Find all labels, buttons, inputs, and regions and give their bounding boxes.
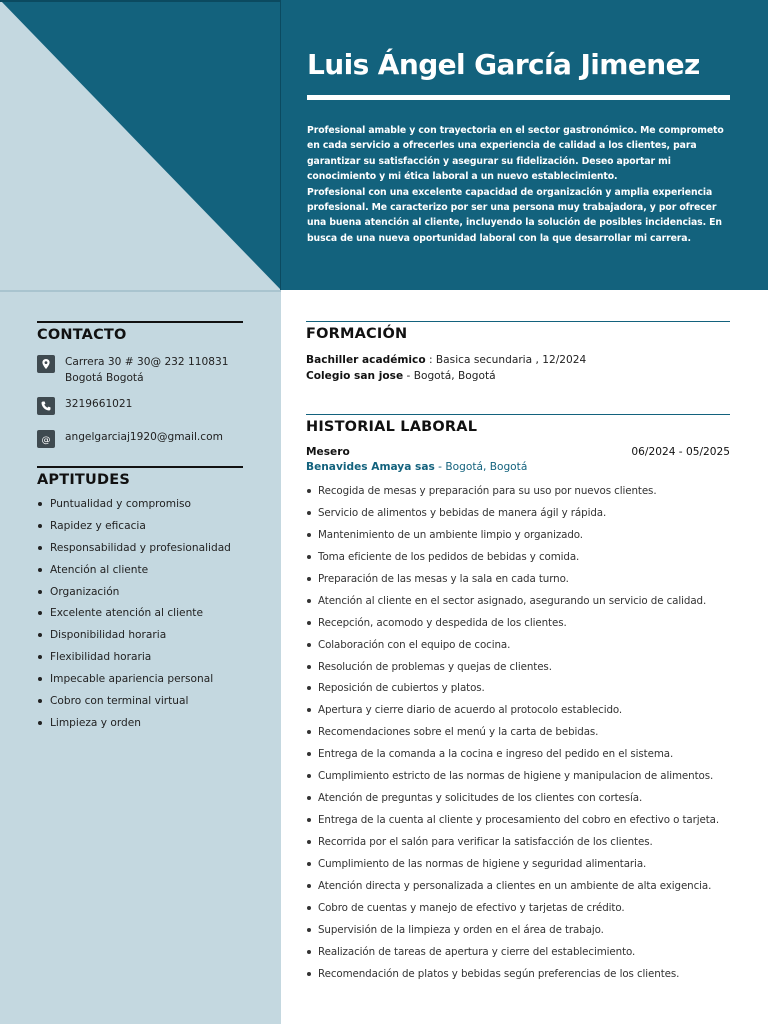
decorative-triangle bbox=[0, 0, 281, 290]
education-rule bbox=[306, 321, 730, 322]
sidebar-divider bbox=[0, 290, 281, 292]
duty-item: Entrega de la cuenta al cliente y procesamiento del cobro en efectivo o tarjeta. bbox=[306, 813, 736, 835]
contact-title: CONTACTO bbox=[37, 327, 127, 343]
summary-paragraph-2: Profesional con una excelente capacidad de organización y amplia experiencia profesional. Me caracterizo por ser una persona muy trabajadora, y por ofrecer una buena atención al cliente, incluyendo la solución de posibles incidencias. En busca de una nueva oportunidad laboral con la que desarrollar mi carrera. bbox=[307, 186, 722, 244]
skill-item: Excelente atención al cliente bbox=[37, 606, 267, 628]
school-detail: - Bogotá, Bogotá bbox=[403, 370, 496, 382]
duty-item: Recepción, acomodo y despedida de los clientes. bbox=[306, 616, 736, 638]
skill-item: Limpieza y orden bbox=[37, 716, 267, 738]
duty-item: Cobro de cuentas y manejo de efectivo y tarjetas de crédito. bbox=[306, 901, 736, 923]
duty-item: Cumplimiento de las normas de higiene y seguridad alimentaria. bbox=[306, 857, 736, 879]
name-underline bbox=[307, 95, 730, 100]
duty-item: Recogida de mesas y preparación para su uso por nuevos clientes. bbox=[306, 484, 736, 506]
contact-phone bbox=[37, 397, 132, 415]
work-section bbox=[306, 414, 730, 435]
skill-item: Responsabilidad y profesionalidad bbox=[37, 541, 267, 563]
duty-item: Reposición de cubiertos y platos. bbox=[306, 681, 736, 703]
contact-email bbox=[37, 430, 223, 448]
duty-item: Entrega de la comanda a la cocina e ingreso del pedido en el sistema. bbox=[306, 747, 736, 769]
contact-section bbox=[37, 321, 243, 343]
skill-item: Atención al cliente bbox=[37, 563, 267, 585]
degree-name: Bachiller académico bbox=[306, 354, 426, 366]
job-duties-list bbox=[306, 484, 736, 989]
skill-item: Organización bbox=[37, 585, 267, 607]
education-school-line bbox=[306, 368, 586, 384]
svg-text:@: @ bbox=[41, 435, 51, 445]
company-name: Benavides Amaya sas bbox=[306, 461, 435, 473]
duty-item: Colaboración con el equipo de cocina. bbox=[306, 638, 736, 660]
candidate-name: Luis Ángel García Jimenez bbox=[307, 48, 700, 81]
company-location: - Bogotá, Bogotá bbox=[434, 461, 528, 473]
duty-item: Mantenimiento de un ambiente limpio y organizado. bbox=[306, 528, 736, 550]
duty-item: Recorrida por el salón para verificar la satisfacción de los clientes. bbox=[306, 835, 736, 857]
at-icon bbox=[37, 430, 55, 448]
duty-item: Supervisión de la limpieza y orden en el área de trabajo. bbox=[306, 923, 736, 945]
summary-paragraph-1: Profesional amable y con trayectoria en el sector gastronómico. Me comprometo en cada servicio a ofrecerles una experiencia de calidad a los clientes, para garantizar su satisfacción y asegurar su fidelización. Deseo aportar mi conocimiento y mi ética laboral a un nuevo establecimiento. bbox=[307, 125, 724, 183]
education-title: FORMACIÓN bbox=[306, 326, 408, 342]
duty-item: Servicio de alimentos y bebidas de manera ágil y rápida. bbox=[306, 506, 736, 528]
job-dates: 06/2024 - 05/2025 bbox=[631, 446, 730, 458]
duty-item: Recomendaciones sobre el menú y la carta de bebidas. bbox=[306, 725, 736, 747]
skills-title: APTITUDES bbox=[37, 472, 130, 488]
phone-number[interactable]: 3219661021 bbox=[65, 398, 133, 410]
skill-item: Impecable apariencia personal bbox=[37, 672, 267, 694]
duty-item: Recomendación de platos y bebidas según preferencias de los clientes. bbox=[306, 967, 736, 989]
duty-item: Realización de tareas de apertura y cierre del establecimiento. bbox=[306, 945, 736, 967]
skill-item: Disponibilidad horaria bbox=[37, 628, 267, 650]
education-degree-line bbox=[306, 352, 586, 368]
contact-address bbox=[37, 355, 228, 386]
education-section bbox=[306, 321, 730, 342]
header bbox=[281, 0, 768, 290]
address-line-1: Carrera 30 # 30@ 232 110831 bbox=[65, 356, 229, 368]
duty-item: Toma eficiente de los pedidos de bebidas y comida. bbox=[306, 550, 736, 572]
job-company bbox=[306, 461, 527, 473]
school-name: Colegio san jose bbox=[306, 370, 404, 382]
duty-item: Preparación de las mesas y la sala en cada turno. bbox=[306, 572, 736, 594]
job-role: Mesero bbox=[306, 446, 350, 458]
skill-item: Cobro con terminal virtual bbox=[37, 694, 267, 716]
skills-section bbox=[37, 466, 243, 488]
education-details bbox=[306, 352, 586, 384]
duty-item: Atención al cliente en el sector asignado, asegurando un servicio de calidad. bbox=[306, 594, 736, 616]
duty-item: Atención de preguntas y solicitudes de los clientes con cortesía. bbox=[306, 791, 736, 813]
degree-detail: : Basica secundaria , 12/2024 bbox=[425, 354, 587, 366]
skill-item: Rapidez y eficacia bbox=[37, 519, 267, 541]
profile-summary bbox=[307, 123, 735, 246]
location-icon bbox=[37, 355, 55, 373]
address-line-2: Bogotá Bogotá bbox=[65, 371, 144, 384]
skills-rule bbox=[37, 466, 243, 468]
skill-item: Puntualidad y compromiso bbox=[37, 497, 267, 519]
phone-icon bbox=[37, 397, 55, 415]
duty-item: Apertura y cierre diario de acuerdo al protocolo establecido. bbox=[306, 703, 736, 725]
email-address[interactable]: angelgarciaj1920@gmail.com bbox=[65, 431, 223, 443]
work-rule bbox=[306, 414, 730, 415]
skill-item: Flexibilidad horaria bbox=[37, 650, 267, 672]
contact-rule bbox=[37, 321, 243, 323]
duty-item: Atención directa y personalizada a clientes en un ambiente de alta exigencia. bbox=[306, 879, 736, 901]
duty-item: Cumplimiento estricto de las normas de higiene y manipulacion de alimentos. bbox=[306, 769, 736, 791]
skills-list bbox=[37, 497, 267, 738]
duty-item: Resolución de problemas y quejas de clientes. bbox=[306, 660, 736, 682]
work-title: HISTORIAL LABORAL bbox=[306, 419, 478, 435]
